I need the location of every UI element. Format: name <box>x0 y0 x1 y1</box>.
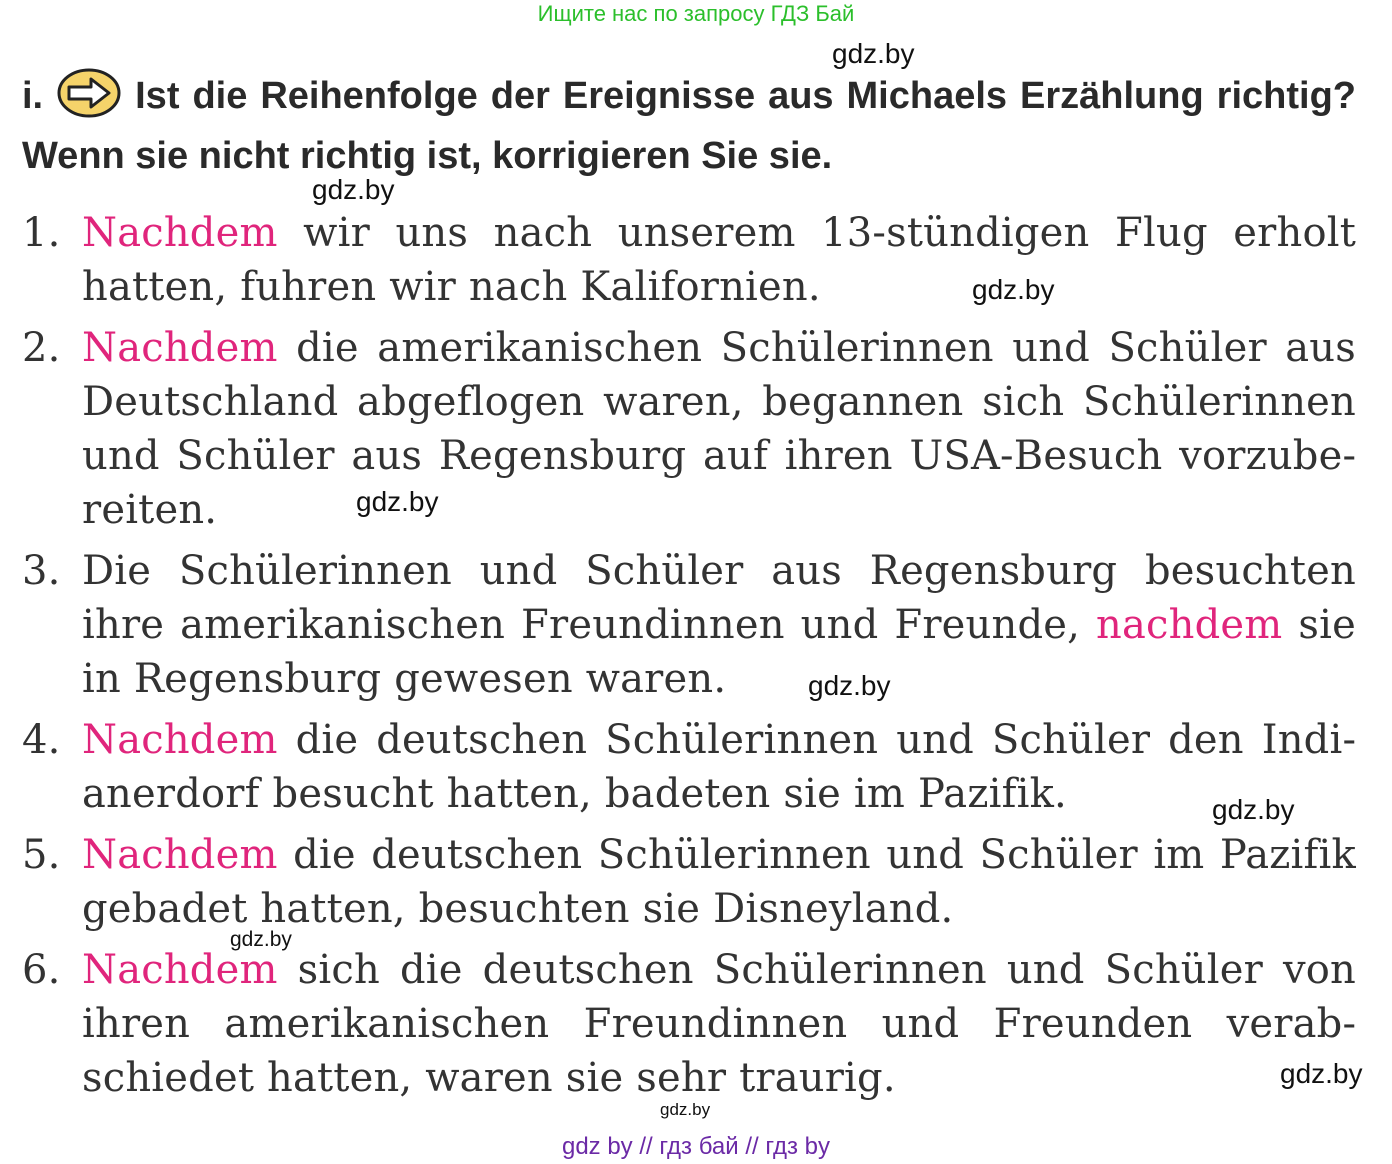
highlight-word: Nachdem <box>82 325 278 371</box>
watermark: gdz.by <box>808 670 891 701</box>
item-text <box>82 321 1356 537</box>
highlight-word: Nachdem <box>82 947 278 993</box>
top-banner: Ищите нас по запросу ГДЗ Бай <box>537 1 855 26</box>
item-rest: wir uns nach unserem 13-stündigen Flug erholt hatten, fuhren wir nach Kalifornien. <box>82 210 1356 310</box>
list-item <box>22 544 1356 706</box>
highlight-word: Nachdem <box>82 717 278 763</box>
item-text <box>82 828 1356 936</box>
item-number: 6. <box>22 947 61 993</box>
watermark: gdz.by <box>972 274 1055 305</box>
watermark: gdz.by <box>832 38 915 69</box>
task-letter: i. <box>22 75 44 117</box>
answer-list <box>22 206 1356 1105</box>
item-rest: die deutschen Schülerinnen und Schüler im Pazifik gebadet hatten, besuchten sie Disneyland. <box>82 832 1356 932</box>
item-text <box>82 943 1356 1105</box>
task-text: Ist die Reihenfolge der Ereignisse aus Michaels Erzählung richtig? Wenn sie nicht richtig ist, korrigieren Sie sie. <box>22 75 1356 177</box>
item-text <box>82 544 1356 706</box>
list-item <box>22 713 1356 821</box>
watermark: gdz.by <box>660 1100 711 1119</box>
task-heading <box>22 68 1356 181</box>
arrow-right-icon <box>57 68 121 131</box>
item-number: 5. <box>22 832 61 878</box>
item-number: 3. <box>22 548 61 594</box>
watermark: gdz.by <box>356 486 439 517</box>
list-item <box>22 943 1356 1105</box>
item-rest: sie in Regensburg gewesen waren. <box>82 602 1356 702</box>
highlight-word: nachdem <box>1096 602 1283 648</box>
item-number: 1. <box>22 210 61 256</box>
item-rest: sich die deutschen Schülerinnen und Schüler von ihren amerikanischen Freundinnen und Freunden verabschiedet hatten, waren sie sehr traurig. <box>82 947 1356 1101</box>
list-item <box>22 206 1356 314</box>
watermark: gdz.by <box>312 174 395 205</box>
item-rest: die amerikanischen Schülerinnen und Schüler aus Deutschland abgeflogen waren, begannen sich Schülerinnen und Schüler aus Regensburg auf ihren USA-Besuch vorzubereiten. <box>82 325 1356 533</box>
item-text <box>82 713 1356 821</box>
item-rest: die deutschen Schülerinnen und Schüler den Indianerdorf besucht hatten, badeten sie im Pazifik. <box>82 717 1356 817</box>
watermark: gdz.by <box>1280 1058 1363 1089</box>
watermark: gdz.by <box>230 928 292 951</box>
watermark: gdz.by <box>1212 794 1295 825</box>
list-item <box>22 321 1356 537</box>
item-number: 2. <box>22 325 61 371</box>
highlight-word: Nachdem <box>82 832 278 878</box>
highlight-word: Nachdem <box>82 210 278 256</box>
list-item <box>22 828 1356 936</box>
item-pre: Die Schülerinnen und Schüler aus Regensburg besuchten ihre amerikanischen Freundinnen und Freunde, <box>82 548 1356 648</box>
item-number: 4. <box>22 717 61 763</box>
item-text <box>82 206 1356 314</box>
footer-watermark: gdz by // гдз бай // гдз by <box>561 1133 831 1160</box>
